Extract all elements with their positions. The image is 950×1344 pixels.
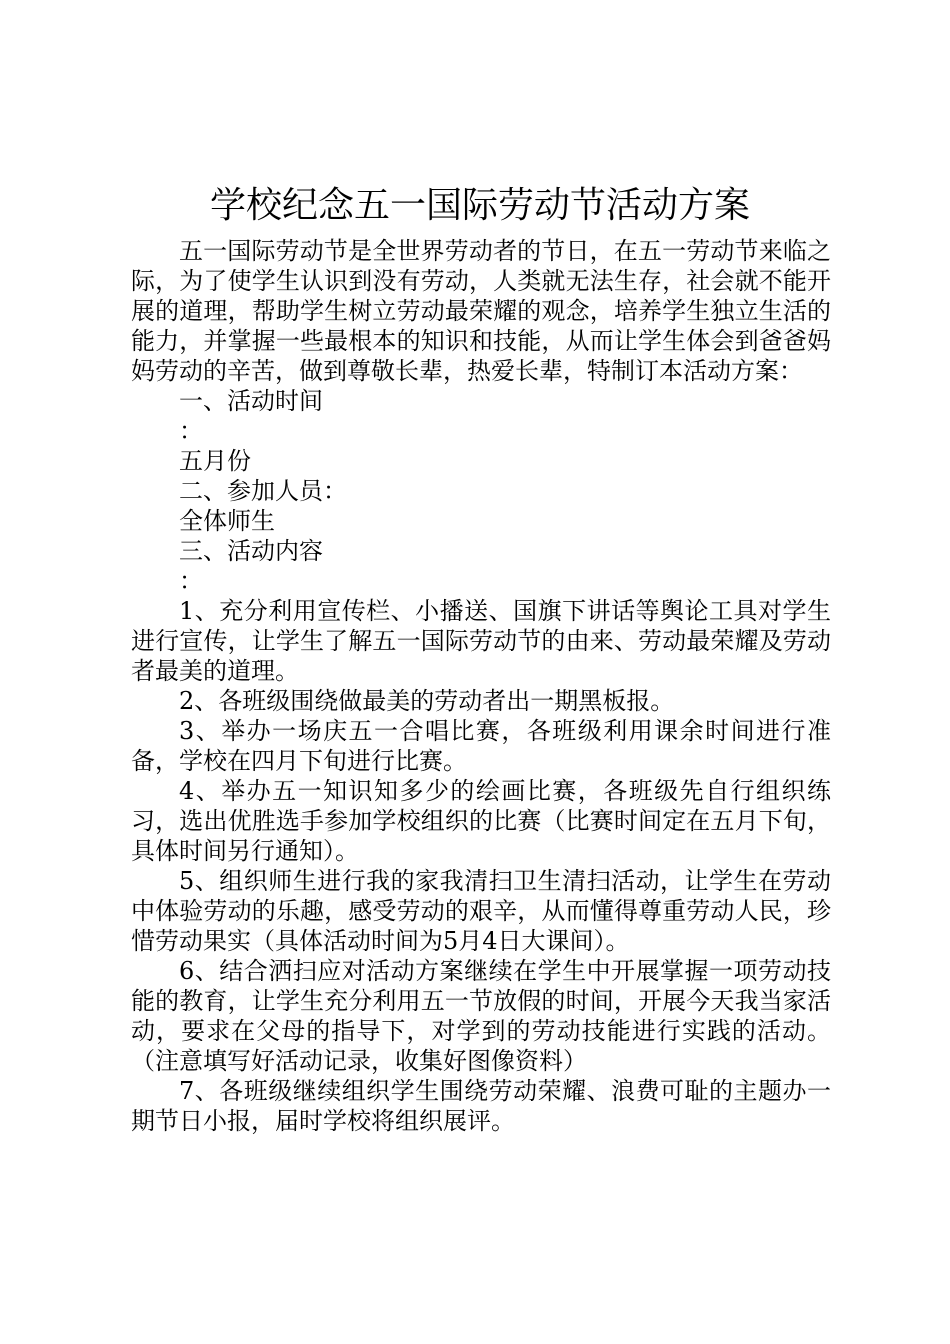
section-colon-content: ： — [179, 567, 203, 595]
section-content-participants: 全体师生 — [179, 507, 275, 535]
section-content-time: 五月份 — [179, 447, 251, 475]
section-heading-participants: 二、参加人员： — [179, 477, 347, 505]
list-item: 2、各班级围绕做最美的劳动者出一期黑板报。 — [179, 687, 675, 715]
intro-paragraph: 五一国际劳动节是全世界劳动者的节日，在五一劳动节来临之际，为了使学生认识到没有劳动，人类就无法生存，社会就不能开展的道理，帮助学生树立劳动最荣耀的观念，培养学生独立生活的能力，并掌握一些最根本的知识和技能，从而让学生体会到爸爸妈妈劳动的辛苦，做到尊敬长辈，热爱长辈，特制订本活动方案： — [131, 237, 831, 385]
list-item: 3、举办一场庆五一合唱比赛，各班级利用课余时间进行准备，学校在四月下旬进行比赛。 — [131, 717, 831, 775]
section-colon-time: ： — [179, 417, 203, 445]
list-item: 1、充分利用宣传栏、小播送、国旗下讲话等舆论工具对学生进行宣传，让学生了解五一国际劳动节的由来、劳动最荣耀及劳动者最美的道理。 — [131, 597, 831, 685]
document-title: 学校纪念五一国际劳动节活动方案 — [209, 185, 750, 226]
list-item: 6、结合洒扫应对活动方案继续在学生中开展掌握一项劳动技能的教育，让学生充分利用五一节放假的时间，开展今天我当家活动，要求在父母的指导下，对学到的劳动技能进行实践的活动。（注意填写好活动记录，收集好图像资料） — [131, 957, 831, 1075]
document-body — [131, 236, 831, 1136]
list-item: 7、各班级继续组织学生围绕劳动荣耀、浪费可耻的主题办一期节日小报，届时学校将组织展评。 — [131, 1077, 831, 1135]
section-heading-time: 一、活动时间 — [179, 387, 323, 415]
list-item: 4、举办五一知识知多少的绘画比赛，各班级先自行组织练习，选出优胜选手参加学校组织的比赛（比赛时间定在五月下旬，具体时间另行通知）。 — [131, 777, 831, 865]
list-item: 5、组织师生进行我的家我清扫卫生清扫活动，让学生在劳动中体验劳动的乐趣，感受劳动的艰辛，从而懂得尊重劳动人民，珍惜劳动果实（具体活动时间为5月4日大课间）。 — [131, 867, 831, 955]
section-heading-content: 三、活动内容 — [179, 537, 323, 565]
